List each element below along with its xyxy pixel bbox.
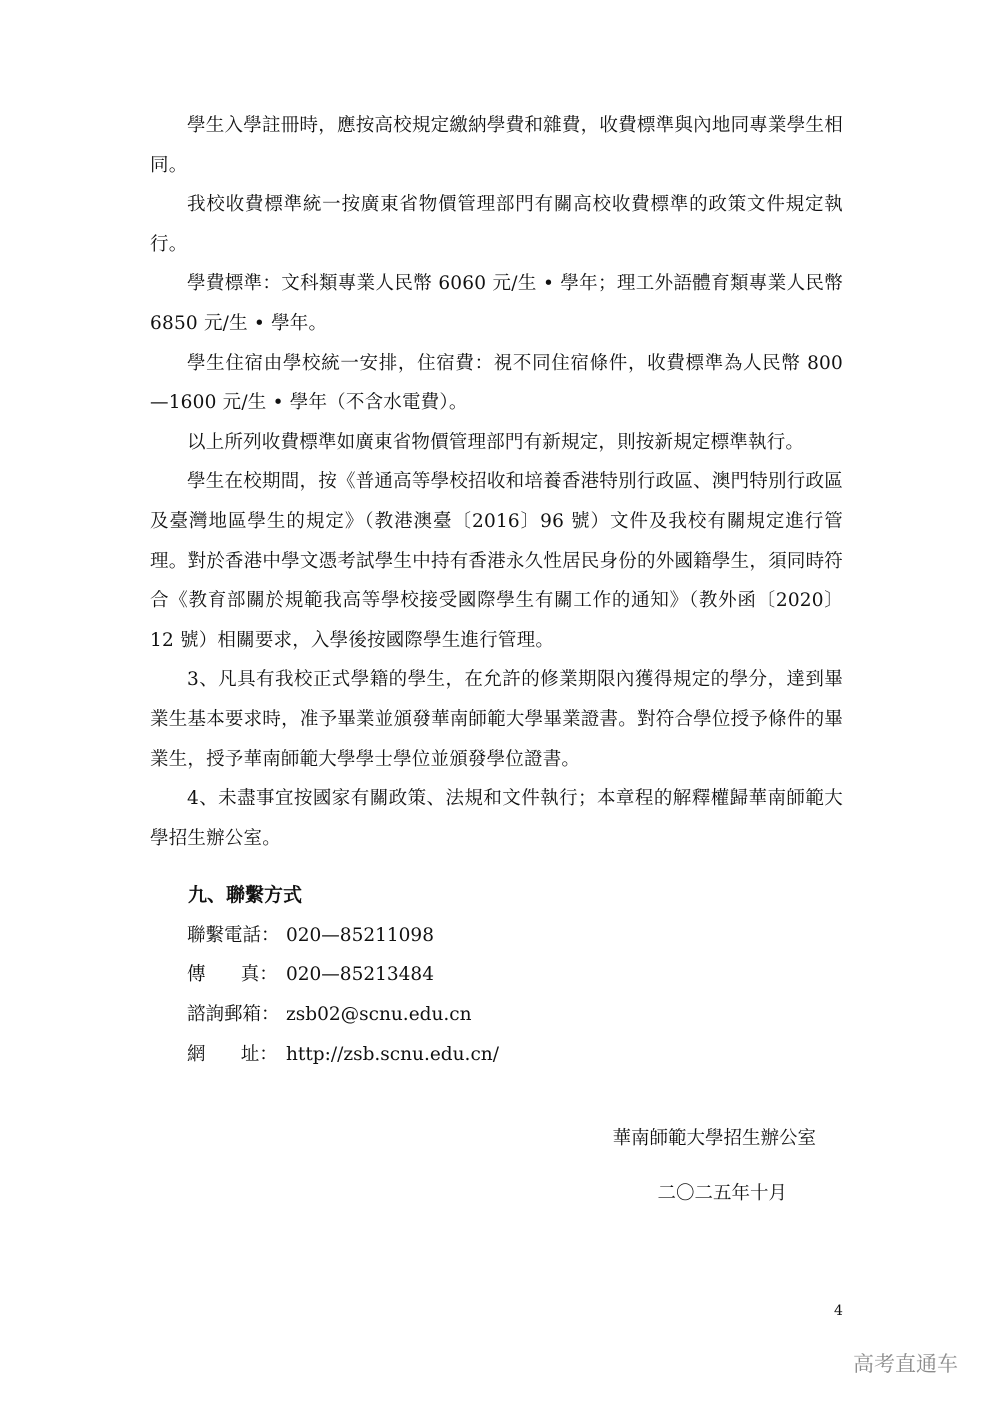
contact-website — [150, 1035, 843, 1075]
paragraph-tuition-registration: 學生入學註冊時，應按高校規定繳納學費和雜費，收費標準與內地同專業學生相同。 — [150, 115, 843, 176]
contact-fax — [150, 955, 843, 995]
paragraph-fee-policy: 我校收費標準統一按廣東省物價管理部門有關高校收費標準的政策文件規定執行。 — [150, 194, 843, 255]
contact-heading: 九、聯繫方式 — [188, 884, 303, 907]
signature-date: 二〇二五年十月 — [657, 1183, 787, 1204]
page-number: 4 — [834, 1303, 843, 1319]
contact-fax-label: 傳 真： — [187, 964, 278, 986]
contact-phone — [150, 916, 843, 956]
paragraph-student-management: 學生在校期間，按《普通高等學校招收和培養香港特別行政區、澳門特別行政區及臺灣地區學生的規定》（教港澳臺〔2016〕96 號）文件及我校有關規定進行管理。對於香港中學文憑考試學生中持有香港永久性居民身份的外國籍學生，須同時符合《教育部關於規範我高等學校接受國際學生有關工作的通知》（教外函〔2020〕12 號）相關要求，入學後按國際學生進行管理。 — [150, 471, 843, 651]
contact-phone-label: 聯繫電話： — [187, 924, 280, 946]
paragraph-tuition-standard: 學費標準：文科類專業人民幣 6060 元/生 • 學年；理工外語體育類專業人民幣 6850 元/生 • 學年。 — [150, 273, 843, 334]
contact-website-value[interactable]: http://zsb.scnu.edu.cn/ — [286, 1043, 499, 1065]
contact-email-label: 諮詢郵箱： — [187, 1004, 280, 1026]
contact-email — [150, 995, 843, 1035]
paragraph-interpretation: 4、未盡事宜按國家有關政策、法規和文件執行；本章程的解釋權歸華南師範大學招生辦公室。 — [150, 788, 843, 849]
paragraph-fee-update: 以上所列收費標準如廣東省物價管理部門有新規定，則按新規定標準執行。 — [187, 431, 805, 453]
paragraph-accommodation-fee: 學生住宿由學校統一安排，住宿費：視不同住宿條件，收費標準為人民幣 800—1600 元/生 • 學年（不含水電費）。 — [150, 352, 843, 414]
contact-website-label: 網 址： — [187, 1043, 278, 1065]
signature-office: 華南師範大學招生辦公室 — [612, 1128, 816, 1149]
document-body — [150, 106, 843, 1074]
watermark-text: 高考直通车 — [853, 1352, 958, 1376]
contact-fax-value: 020—85213484 — [286, 964, 434, 986]
contact-phone-value: 020—85211098 — [286, 924, 434, 946]
contact-email-value[interactable]: zsb02@scnu.edu.cn — [286, 1004, 472, 1026]
paragraph-graduation: 3、凡具有我校正式學籍的學生，在允許的修業期限內獲得規定的學分，達到畢業生基本要求時，准予畢業並頒發華南師範大學畢業證書。對符合學位授予條件的畢業生，授予華南師範大學學士學位並頒發學位證書。 — [150, 669, 843, 770]
